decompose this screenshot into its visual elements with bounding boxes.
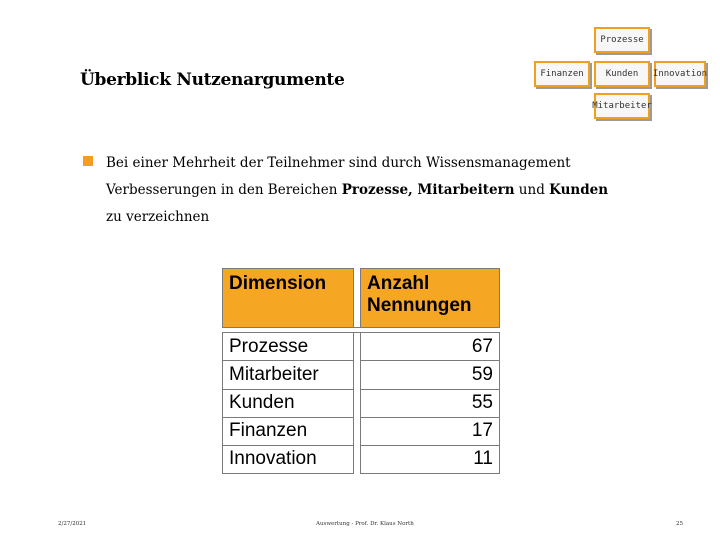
table-cell-dimension: Mitarbeiter <box>223 361 354 389</box>
table-header-dimension: Dimension <box>223 269 354 328</box>
bullet-bold-2: Kunden <box>549 182 609 198</box>
bullet-bold-1: Prozesse, Mitarbeitern <box>341 182 515 198</box>
table-header-count: Anzahl Nennungen <box>361 269 500 328</box>
footer-date: 2/27/2021 <box>58 521 87 527</box>
table-cell-dimension: Prozesse <box>223 333 354 361</box>
table-cell-dimension: Innovation <box>223 445 354 473</box>
bullet-part-1: Bei einer Mehrheit der Teilnehmer sind durch Wissensmanagement Verbesserungen in den Bereichen <box>106 155 571 198</box>
dimension-box-right: Innovation <box>654 61 706 87</box>
table-row <box>223 361 500 389</box>
table-cell-count: 17 <box>361 417 500 445</box>
table-row <box>223 389 500 417</box>
table-cell-dimension: Finanzen <box>223 417 354 445</box>
slide-title: Überblick Nutzenargumente <box>80 70 345 90</box>
table-header-row <box>223 269 500 328</box>
footer-center: Auswertung - Prof. Dr. Klaus North <box>316 521 414 527</box>
bullet-part-2: und <box>514 182 550 198</box>
table-cell-count: 67 <box>361 333 500 361</box>
bullet-square-icon <box>83 156 93 166</box>
table-row <box>223 417 500 445</box>
table-row <box>223 445 500 473</box>
table-cell-dimension: Kunden <box>223 389 354 417</box>
bullet-part-3: zu verzeichnen <box>106 209 210 225</box>
table-row <box>223 333 500 361</box>
table-cell-count: 55 <box>361 389 500 417</box>
dimension-box-center: Kunden <box>594 61 650 87</box>
footer-page-number: 25 <box>676 521 683 527</box>
results-table <box>222 268 500 474</box>
dimension-box-top: Prozesse <box>594 27 650 53</box>
table-cell-count: 11 <box>361 445 500 473</box>
dimension-box-bottom: Mitarbeiter <box>594 93 650 119</box>
dimension-box-left: Finanzen <box>534 61 590 87</box>
table-cell-count: 59 <box>361 361 500 389</box>
bullet-text <box>106 150 626 231</box>
